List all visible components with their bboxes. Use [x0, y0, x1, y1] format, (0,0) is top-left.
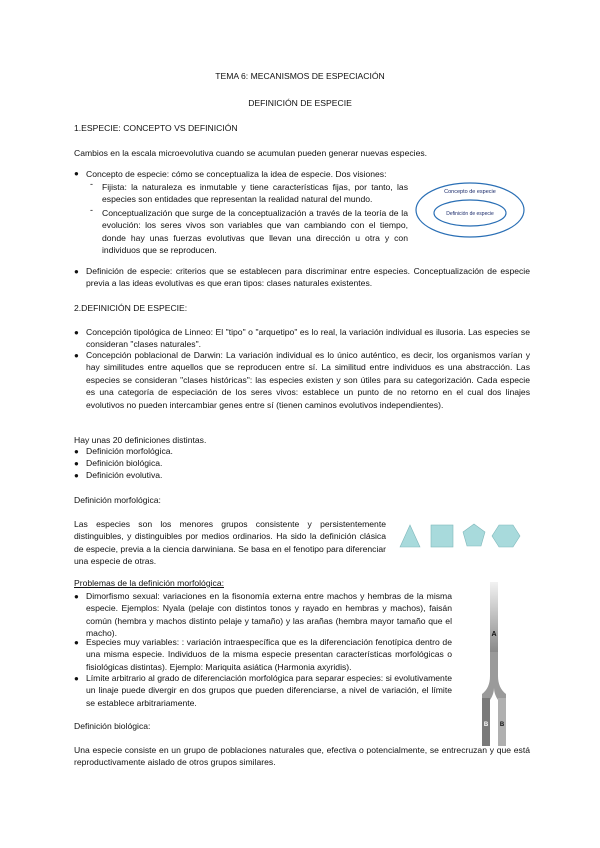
list-item: Definición morfológica. — [86, 446, 173, 456]
bullet-icon: ● — [74, 592, 79, 601]
ancestral-lineage — [490, 582, 498, 652]
square-shape — [431, 525, 453, 547]
bullet-text: Concepto de especie: cómo se conceptualiza la idea de especie. Dos visiones: — [86, 169, 387, 179]
label-b-right: B — [499, 722, 505, 728]
pentagon-shape — [463, 524, 485, 546]
list-item: Definición biológica. — [86, 458, 163, 468]
bullet-text: Concepción tipológica de Linneo: El "tipo" o "arquetipo" es lo real, la variación individual es ilusoria. Las especies se consideran "clases naturales". — [86, 327, 530, 350]
page-title: TEMA 6: MECANISMOS DE ESPECIACIÓN — [215, 71, 385, 81]
bullet-text: Dimorfismo sexual: variaciones en la fisonomía externa entre machos y hembras de la misma especie. Ejemplos: Nyala (pelaje con distintos tonos y rayado en hembras y machos), faisán común (hembra y machos distinto pelaje y tamaño) y las arañas (hembra mayor tamaño que el macho). — [86, 591, 452, 639]
bullet-text: Definición de especie: criterios que se establecen para discriminar entre especies. Conceptualización de especie previa a las ideas evolutivas es que eran tipos: clases naturales existentes. — [86, 266, 530, 289]
bullet-icon: ● — [74, 471, 79, 480]
bullet-icon: ● — [74, 169, 79, 178]
bullet-icon: ● — [74, 674, 79, 683]
triangle-shape — [400, 525, 420, 547]
section1-intro: Cambios en la escala microevolutiva cuando se acumulan pueden generar nuevas especies. — [74, 148, 428, 158]
dash-icon: - — [90, 179, 93, 189]
definitions-count: Hay unas 20 definiciones distintas. — [74, 435, 207, 445]
shape-sequence — [396, 520, 524, 550]
bullet-icon: ● — [74, 459, 79, 468]
diagram-outer-label: Concepto de especie — [444, 189, 496, 195]
bullet-icon: ● — [74, 638, 79, 647]
label-a: A — [491, 631, 497, 638]
morph-text: Las especies son los menores grupos consistente y persistentemente distinguibles, y distinguibles por medios ordinarios. Ha sido la definición clásica de especie, previa a la ciencia darwiniana. Se basa en el fenotipo para diferenciar una especie de otras. — [74, 519, 386, 567]
lineage-divergence-figure — [470, 576, 524, 756]
bullet-text: Concepción poblacional de Darwin: La variación individual es lo único auténtico, es decir, los organismos varían y hay similitudes entre aquellos que se reproducen entre sí. La similitud entre individuos es una abstracción. Las especies se consideran "clases históricas": las especies existen y son útiles para su categorización. Cada especie es una categoría de especiación de los seres vivos: establece un punto de no retorno en el cual dos linajes evolutivos no pueden intercambiar genes entre sí (tienen caminos evolutivos independientes). — [86, 350, 530, 410]
concept-diagram — [414, 180, 526, 240]
section1-sub2: Conceptualización que surge de la conceptualización a través de la teoría de la evolución: los seres vivos son variables que van cambiando con el tiempo, donde hay unas fuerzas evolutivas que llevan una dirección u otra y con individuos que se reproducen. — [102, 208, 408, 256]
bio-text: Una especie consiste en un grupo de poblaciones naturales que, efectiva o potencialmente, se entrecruzan y que está reproductivamente aislado de otros grupos similares. — [74, 745, 530, 768]
bullet-icon: ● — [74, 328, 79, 337]
section1-sub1: Fijista: la naturaleza es inmutable y tiene características fijas, por tanto, las especies son entidades que representan la realidad natural del mundo. — [102, 182, 408, 205]
bullet-icon: ● — [74, 351, 79, 360]
page-subtitle: DEFINICIÓN DE ESPECIE — [248, 98, 352, 108]
bullet-icon: ● — [74, 447, 79, 456]
morph-heading: Definición morfológica: — [74, 495, 161, 505]
hexagon-shape — [492, 525, 520, 547]
section2-heading: 2.DEFINICIÓN DE ESPECIE: — [74, 303, 188, 313]
list-item: Definición evolutiva. — [86, 470, 163, 480]
dash-icon: - — [90, 205, 93, 215]
bullet-icon: ● — [74, 267, 79, 276]
bio-heading: Definición biológica: — [74, 721, 151, 731]
bullet-text: Especies muy variables: : variación intraespecífica que es la diferenciación fenotípica dentro de una misma especie. Individuos de la misma especie presentan características morfológicas o fisiológicas distintas). Ejemplo: Mariquita asiática (Harmonia axyridis). — [86, 637, 452, 672]
bullet-text: Límite arbitrario al grado de diferenciación morfológica para separar especies: si evolutivamente un linaje puede divergir en dos grupos que pueden diferenciarse, a nivel de variación, el límite se establece arbitrariamente. — [86, 673, 452, 708]
section1-heading: 1.ESPECIE: CONCEPTO VS DEFINICIÓN — [74, 123, 238, 133]
diagram-inner-label: Definición de especie — [446, 211, 494, 217]
problems-heading: Problemas de la definición morfológica: — [74, 578, 224, 588]
label-b-left: B — [483, 722, 489, 728]
